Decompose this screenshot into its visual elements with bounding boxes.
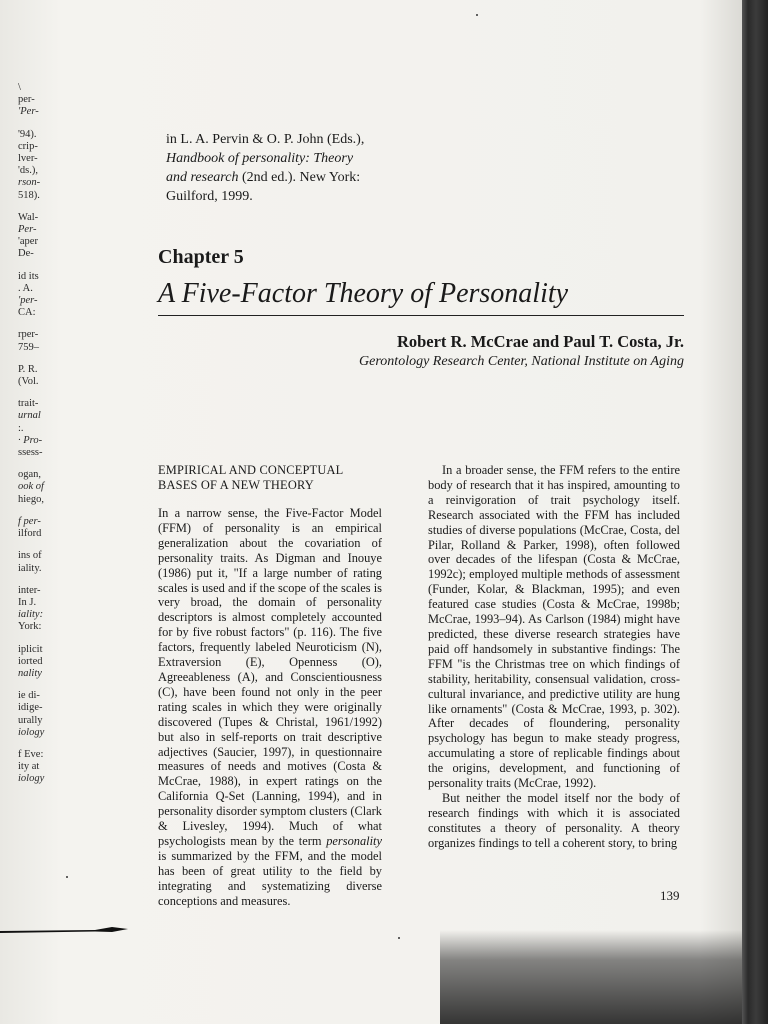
margin-gap xyxy=(18,202,78,212)
chapter-label: Chapter 5 xyxy=(158,246,244,268)
margin-fragment: 'aper xyxy=(18,236,38,248)
margin-gap xyxy=(18,506,78,516)
margin-fragment: inter- xyxy=(18,584,41,596)
margin-fragment: . A. xyxy=(18,282,33,294)
margin-gap xyxy=(18,388,78,398)
margin-fragment: P. R. xyxy=(18,363,38,375)
citation-line-3 xyxy=(166,168,426,187)
speck-mark xyxy=(398,937,400,939)
margin-gap xyxy=(18,575,78,585)
margin-fragment: 518). xyxy=(18,189,40,201)
margin-gap xyxy=(18,739,78,749)
margin-fragment: ilford xyxy=(18,528,42,540)
margin-fragment: ook of xyxy=(18,481,44,493)
margin-gap xyxy=(18,459,78,469)
body-paragraph: In a broader sense, the FFM refers to the entire body of research that it has inspired, amounting to a reinvigoration of trait psychology itself. Research associated with the FFM has included studies of diverse populations (McCrae, Costa, del Pilar, Rolland & Parker, 1998), often followed over decades of the lifespan (Costa & McCrae, 1992c); employed multiple methods of assessment (Funder, Kolar, & Blackman, 1995); and even featured case studies (Costa & McCrae, 1998b; McCrae, 1993–94). As Carlson (1984) might have predicted, these diverse research strategies have paid off handsomely in substantive findings: The FFM "is the Christmas tree on which findings of stability, heritability, consensual validation, cross-cultural invariance, and predictive utility are hung like ornaments" (Costa & McCrae, 1993, p. 302). After decades of floundering, personality psychology has begun to make steady progress, accumulating a store of replicable findings about the origins, development, and functioning of personality traits (McCrae, 1992). xyxy=(428,463,680,791)
margin-fragment: 759– xyxy=(18,341,39,353)
margin-fragment: In J. xyxy=(18,596,37,608)
margin-fragment: urally xyxy=(18,714,43,726)
margin-fragment: iology xyxy=(18,726,45,738)
margin-fragment: ie di- xyxy=(18,690,40,702)
margin-fragment: crip- xyxy=(18,140,38,152)
margin-gap xyxy=(18,261,78,271)
margin-fragment: 'per- xyxy=(18,295,38,307)
citation-line-2: Handbook of personality: Theory xyxy=(166,151,354,166)
margin-fragment: De- xyxy=(18,248,34,260)
scan-shadow xyxy=(440,930,742,1024)
margin-fragment: rson- xyxy=(18,177,41,189)
margin-fragment: urnal xyxy=(18,410,41,422)
section-heading xyxy=(158,463,382,492)
citation-line-3-italic: and research xyxy=(166,170,239,185)
margin-fragment: \ xyxy=(18,82,21,93)
margin-fragment: '94). xyxy=(18,128,37,140)
paragraph-text-before-term: In a narrow sense, the Five-Factor Model (FFM) of personality is an empirical generalization about the covariation of personality traits. As Digman and Inouye (1986) put it, "If a large number of rating scales is used and if the scope of the scales is very broad, the domain of personality descriptors is almost completely accounted for by five robust factors" (p. 116). The five factors, frequently labeled Neuroticism (N), Extraversion (E), Openness (O), Agreeableness (A), and Conscientiousness (C), have been found not only in the peer rating scales in which they were originally discovered (Tupes & Christal, 1961/1992) but also in self-reports on trait descriptive adjectives (Saucier, 1997), in questionnaire measures of needs and motives (Costa & McCrae, 1988), in expert ratings on the California Q-Set (Lanning, 1994), and in personality disorder symptom clusters (Clark & Livesley, 1994). Much of what psychologists mean by the term xyxy=(158,506,382,848)
title-rule xyxy=(158,315,684,316)
margin-fragment: · Pro- xyxy=(18,434,43,446)
speck-mark xyxy=(66,876,68,878)
margin-fragment: iality. xyxy=(18,562,42,574)
margin-gap xyxy=(18,319,78,329)
margin-fragment: per- xyxy=(18,94,35,106)
margin-fragment: id its xyxy=(18,270,39,282)
margin-gap xyxy=(18,634,78,644)
margin-fragment: 'Per- xyxy=(18,106,39,118)
margin-fragment: idige- xyxy=(18,702,43,714)
margin-fragment: nality xyxy=(18,667,42,679)
right-text-column xyxy=(428,463,680,851)
previous-page-margin-fragments xyxy=(18,82,78,786)
section-heading-line-1: EMPIRICAL AND CONCEPTUAL xyxy=(158,463,344,477)
speck-mark xyxy=(476,14,478,16)
italic-term: personality xyxy=(326,833,382,848)
margin-fragment: CA: xyxy=(18,307,36,319)
citation-line-3-rest: (2nd ed.). New York: xyxy=(238,170,361,185)
citation-line-4: Guilford, 1999. xyxy=(166,189,253,204)
margin-fragment: iality: xyxy=(18,609,44,621)
body-paragraph xyxy=(158,506,382,908)
margin-fragment: iplicit xyxy=(18,643,43,655)
margin-gap xyxy=(18,540,78,550)
margin-gap xyxy=(18,119,78,129)
margin-fragment: ssess- xyxy=(18,447,43,459)
book-binding-edge xyxy=(742,0,768,1024)
margin-fragment: 'ds.), xyxy=(18,165,38,177)
chapter-title: A Five-Factor Theory of Personality xyxy=(158,278,569,309)
margin-fragment: trait- xyxy=(18,398,39,410)
chapter-authors: Robert R. McCrae and Paul T. Costa, Jr. xyxy=(396,332,684,351)
margin-fragment: iology xyxy=(18,773,45,785)
margin-fragment: lver- xyxy=(18,153,38,165)
paragraph-text-after-term: is summarized by the FFM, and the model has been of great utility to the field by integrating and systematizing diverse conceptions and measures. xyxy=(158,848,382,908)
citation-line-1: in L. A. Pervin & O. P. John (Eds.), xyxy=(166,132,365,147)
margin-fragment: rper- xyxy=(18,329,39,341)
margin-fragment: ins of xyxy=(18,550,42,562)
margin-gap xyxy=(18,680,78,690)
margin-fragment: f Eve: xyxy=(18,748,44,760)
margin-fragment: ogan, xyxy=(18,469,42,481)
source-citation xyxy=(166,130,426,206)
page-number: 139 xyxy=(660,888,680,903)
margin-fragment: ity at xyxy=(18,761,40,773)
section-heading-line-2: BASES OF A NEW THEORY xyxy=(158,477,314,492)
margin-fragment: (Vol. xyxy=(18,376,39,388)
left-text-column xyxy=(158,463,382,908)
body-paragraph: But neither the model itself nor the body of research findings with which it is associated constitutes a theory of personality. A theory organizes findings to tell a coherent story, to bring xyxy=(428,790,680,850)
ink-streak-mark xyxy=(0,925,130,935)
margin-fragment: f per- xyxy=(18,515,41,527)
margin-fragment: York: xyxy=(18,621,42,633)
margin-fragment: hiego, xyxy=(18,493,44,505)
margin-fragment: Wal- xyxy=(18,211,39,223)
margin-fragment: iorted xyxy=(18,655,43,667)
margin-fragment: Per- xyxy=(18,224,37,236)
margin-fragment: :. xyxy=(18,422,24,434)
author-affiliation: Gerontology Research Center, National Institute on Aging xyxy=(359,354,684,369)
margin-gap xyxy=(18,354,78,364)
